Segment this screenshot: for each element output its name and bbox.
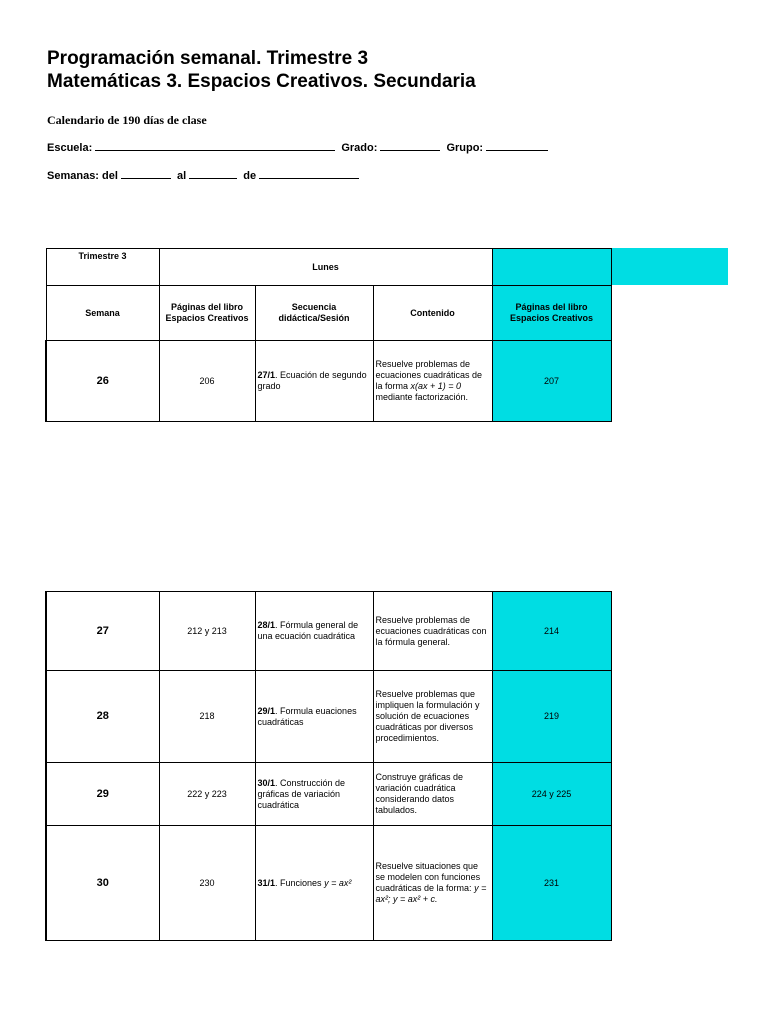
secuencia-cell bbox=[255, 763, 373, 826]
semanas-al-blank[interactable] bbox=[189, 167, 237, 179]
contenido-cell bbox=[373, 341, 492, 422]
paginas2-cell: 207 bbox=[492, 341, 611, 422]
contenido-header: Contenido bbox=[373, 286, 492, 341]
seq-code: 29/1 bbox=[257, 705, 276, 716]
calendar-note: Calendario de 190 días de clase bbox=[47, 113, 207, 127]
secuencia-cell bbox=[255, 341, 373, 422]
escuela-blank[interactable] bbox=[95, 139, 335, 151]
day-header: Lunes bbox=[159, 249, 492, 286]
semana-cell: 30 bbox=[46, 826, 159, 941]
al-label: al bbox=[176, 170, 187, 182]
paginas2-header: Páginas del libro Espacios Creativos bbox=[492, 286, 611, 341]
contenido-text-end: mediante factorización. bbox=[375, 392, 469, 402]
grupo-blank[interactable] bbox=[486, 139, 548, 151]
paginas2-cell: 224 y 225 bbox=[492, 763, 611, 826]
trimestre-header: Trimestre 3 bbox=[46, 249, 159, 286]
table-row bbox=[46, 341, 611, 422]
seq-formula: y = ax² bbox=[324, 877, 352, 888]
table-row bbox=[46, 763, 611, 826]
seq-text: . Ecuación de segundo grado bbox=[257, 370, 367, 391]
contenido-text: Resuelve situaciones que se modelen con funciones cuadráticas de la forma: bbox=[375, 861, 481, 893]
grado-label: Grado: bbox=[341, 142, 378, 154]
seq-code: 27/1 bbox=[257, 370, 276, 380]
paginas2-cell: 214 bbox=[492, 592, 611, 671]
table-row bbox=[46, 671, 611, 763]
contenido-cell: Resuelve problemas de ecuaciones cuadráticas con la fórmula general. bbox=[373, 592, 492, 671]
semanas-label: Semanas: del bbox=[47, 170, 118, 182]
paginas-cell: 212 y 213 bbox=[159, 592, 255, 671]
seq-code: 30/1 bbox=[257, 777, 276, 788]
semanas-del-blank[interactable] bbox=[121, 167, 171, 179]
contenido-formula: x(ax + 1) = 0 bbox=[410, 381, 462, 391]
secuencia-cell bbox=[255, 826, 373, 941]
secuencia-cell bbox=[255, 592, 373, 671]
table-row bbox=[46, 592, 611, 671]
semana-cell: 28 bbox=[46, 671, 159, 763]
weeks-line bbox=[47, 167, 362, 182]
cyan-header-cell bbox=[492, 249, 611, 286]
seq-code: 31/1 bbox=[257, 877, 276, 888]
seq-text: . Fórmula general de una ecuación cuadrática bbox=[257, 620, 359, 641]
paginas2-cell: 231 bbox=[492, 826, 611, 941]
schedule-table-top bbox=[45, 248, 612, 422]
seq-text: . Funciones bbox=[275, 877, 325, 888]
table-row bbox=[46, 826, 611, 941]
header-highlight-extension bbox=[610, 248, 728, 285]
semanas-de-blank[interactable] bbox=[259, 167, 359, 179]
contenido-text: Resuelve problemas de ecuaciones cuadráticas de la forma bbox=[375, 359, 483, 391]
paginas-cell: 206 bbox=[159, 341, 255, 422]
grupo-label: Grupo: bbox=[446, 142, 484, 154]
contenido-formula: y = ax²; y = ax² + c. bbox=[375, 883, 487, 904]
grado-blank[interactable] bbox=[380, 139, 440, 151]
escuela-label: Escuela: bbox=[47, 142, 93, 154]
seq-text: . Construcción de gráficas de variación cuadrática bbox=[257, 777, 346, 810]
paginas-cell: 218 bbox=[159, 671, 255, 763]
seq-text: . Formula euaciones cuadráticas bbox=[257, 705, 357, 727]
seq-code: 28/1 bbox=[257, 620, 276, 630]
page-title: Programación semanal. Trimestre 3 bbox=[47, 48, 369, 69]
school-line bbox=[47, 139, 551, 154]
contenido-cell: Resuelve problemas que impliquen la formulación y solución de ecuaciones cuadráticas por diversos procedimientos. bbox=[373, 671, 492, 763]
paginas2-cell: 219 bbox=[492, 671, 611, 763]
contenido-cell bbox=[373, 826, 492, 941]
secuencia-header: Secuencia didáctica/Sesión bbox=[255, 286, 373, 341]
semana-cell: 29 bbox=[46, 763, 159, 826]
secuencia-cell bbox=[255, 671, 373, 763]
page-subtitle: Matemáticas 3. Espacios Creativos. Secundaria bbox=[47, 71, 476, 92]
paginas-cell: 222 y 223 bbox=[159, 763, 255, 826]
semana-header: Semana bbox=[46, 286, 159, 341]
paginas-cell: 230 bbox=[159, 826, 255, 941]
paginas-header: Páginas del libro Espacios Creativos bbox=[159, 286, 255, 341]
contenido-cell: Construye gráficas de variación cuadrática considerando datos tabulados. bbox=[373, 763, 492, 826]
de-label: de bbox=[243, 170, 257, 182]
schedule-table-bottom bbox=[45, 591, 612, 941]
semana-cell: 26 bbox=[46, 341, 159, 422]
semana-cell: 27 bbox=[46, 592, 159, 671]
